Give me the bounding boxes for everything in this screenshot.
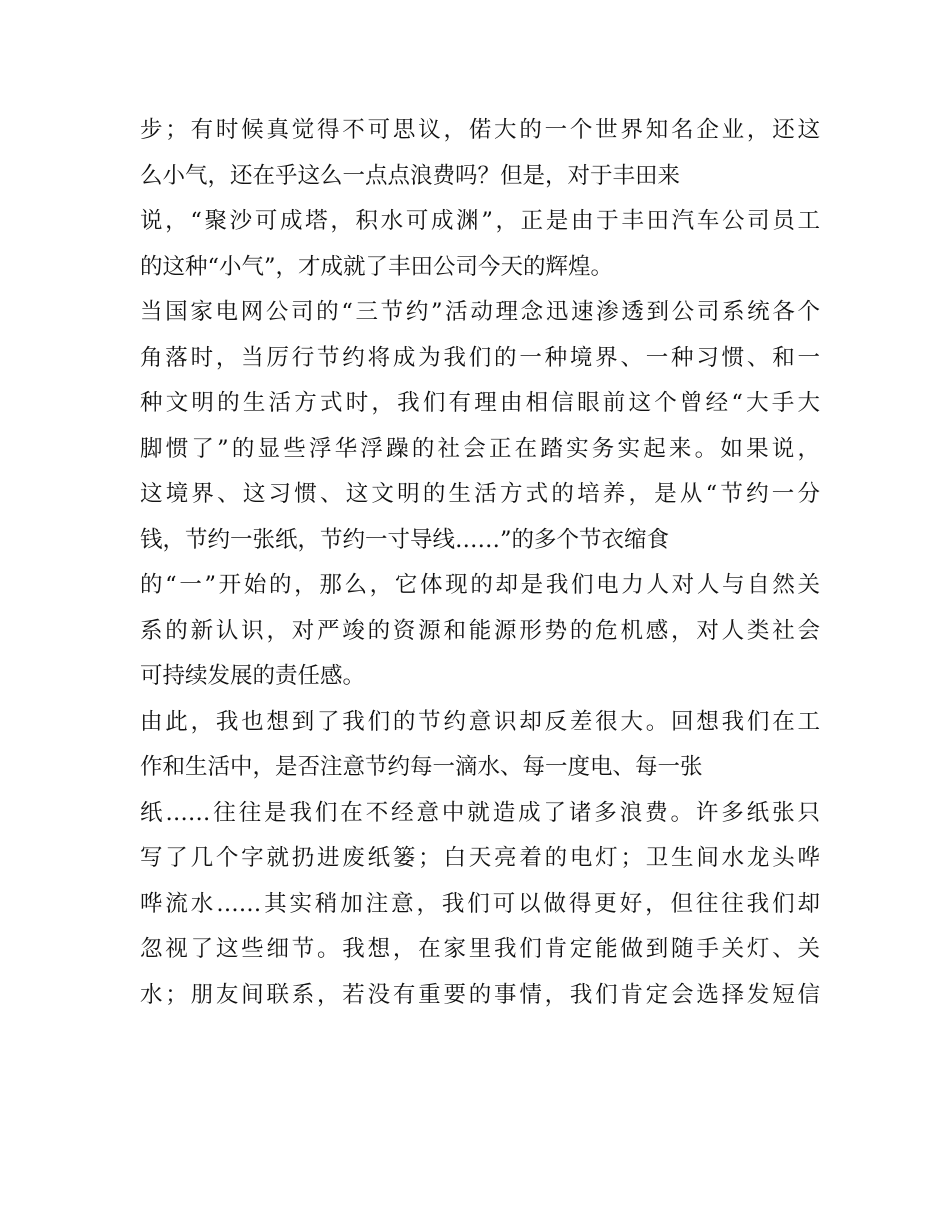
text-line: 说，“聚沙可成塔，积水可成渊”，正是由于丰田汽车公司员工 xyxy=(140,208,820,234)
text-line: 写了几个字就扔进废纸篓；白天亮着的电灯；卫生间水龙头哗 xyxy=(140,845,820,871)
text-line: 脚惯了”的显些浮华浮躁的社会正在踏实务实起来。如果说， xyxy=(140,435,820,462)
text-line: 系的新认识，对严竣的资源和能源形势的危机感，对人类社会 xyxy=(140,617,820,644)
text-line: 忽视了这些细节。我想，在家里我们肯定能做到随手关灯、关 xyxy=(140,936,820,962)
text-line: 角落时，当厉行节约将成为我们的一种境界、一种习惯、和一 xyxy=(140,344,820,371)
body-text xyxy=(140,108,820,1018)
text-line: 作和生活中，是否注意节约每一滴水、每一度电、每一张 xyxy=(140,754,703,780)
text-line: 这境界、这习惯、这文明的生活方式的培养，是从“节约一分 xyxy=(140,481,820,507)
text-line: 的这种“小气”，才成就了丰田公司今天的辉煌。 xyxy=(140,253,614,280)
text-line: 当国家电网公司的“三节约”活动理念迅速渗透到公司系统各个 xyxy=(140,299,820,325)
text-line: 可持续发展的责任感。 xyxy=(140,663,366,689)
text-line: 由此，我也想到了我们的节约意识却反差很大。回想我们在工 xyxy=(140,708,820,735)
text-line: 种文明的生活方式时，我们有理由相信眼前这个曾经“大手大 xyxy=(140,390,820,416)
text-line: 步；有时候真觉得不可思议，偌大的一个世界知名企业，还这 xyxy=(140,117,820,143)
text-line: 的“一”开始的，那么，它体现的却是我们电力人对人与自然关 xyxy=(140,572,820,598)
text-line: 哗流水……其实稍加注意，我们可以做得更好，但往往我们却 xyxy=(140,890,820,917)
text-line: 么小气，还在乎这么一点点浪费吗？但是，对于丰田来 xyxy=(140,162,681,189)
text-line: 钱，节约一张纸，节约一寸导线……”的多个节衣缩食 xyxy=(140,526,670,553)
text-line: 纸……往往是我们在不经意中就造成了诸多浪费。许多纸张只 xyxy=(140,799,820,826)
text-line: 水；朋友间联系，若没有重要的事情，我们肯定会选择发短信 xyxy=(140,981,820,1008)
